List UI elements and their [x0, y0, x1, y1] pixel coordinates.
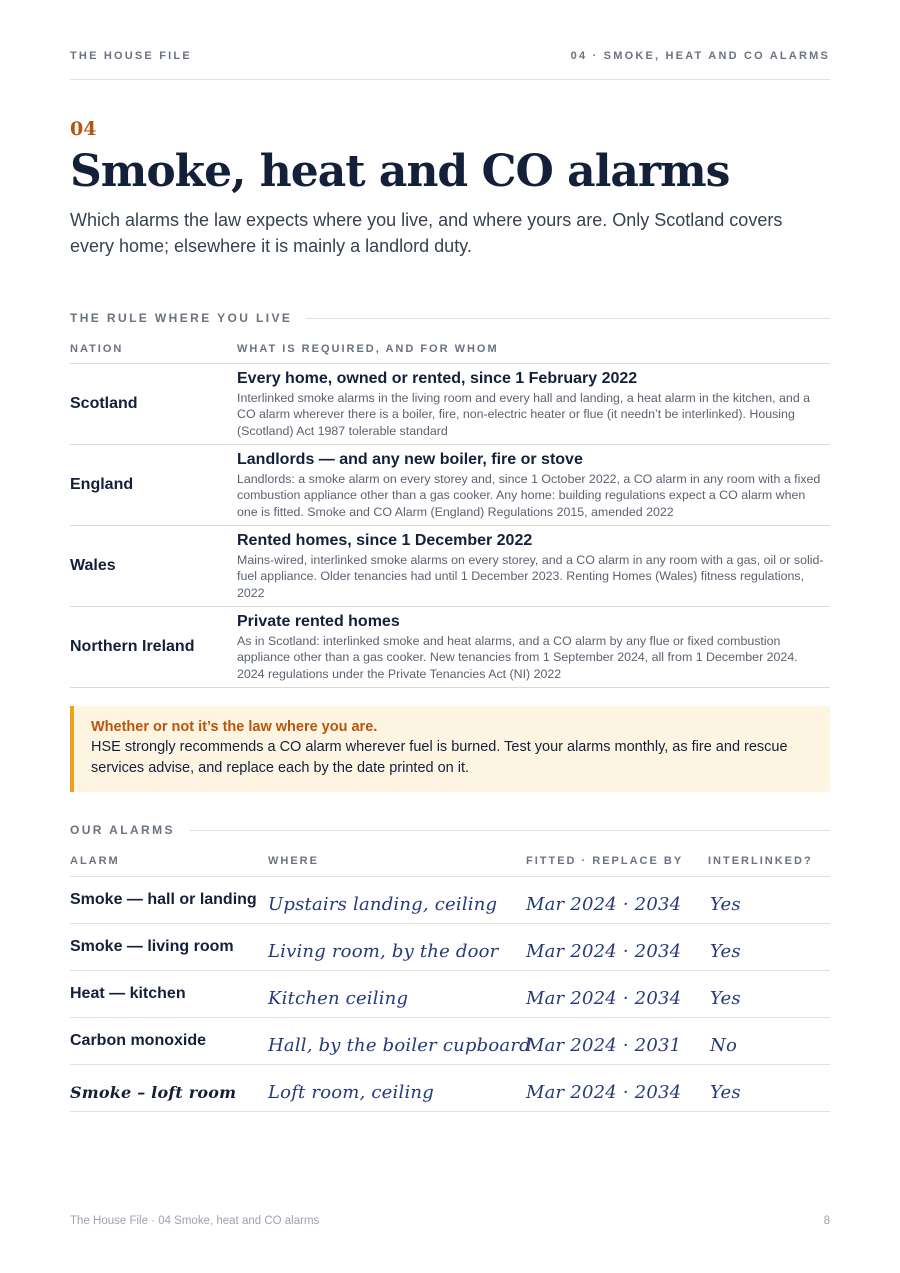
- requirement-detail: Landlords: a smoke alarm on every storey and, since 1 October 2022, a CO alarm in any room with a fixed combustion appliance other than a gas cooker. Any home: building regulations expect a CO alarm when one is fitted. Smoke and CO Alarm (England) Regulations 2015, amended 2022: [237, 472, 821, 519]
- alarm-interlinked: Yes: [710, 1081, 741, 1103]
- alarm-fitted-replace: Mar 2024 · 2034: [526, 893, 682, 915]
- column-header-nation: NATION: [70, 343, 124, 355]
- column-header-fitted: FITTED · REPLACE BY: [526, 855, 684, 867]
- requirement-title: Rented homes, since 1 December 2022: [237, 532, 533, 549]
- nation-name: Northern Ireland: [70, 638, 195, 655]
- alarm-type: Heat — kitchen: [70, 985, 186, 1002]
- table-row: [70, 971, 830, 1018]
- rules-table: [70, 363, 830, 688]
- alarm-type: Carbon monoxide: [70, 1032, 207, 1049]
- alarm-location: Loft room, ceiling: [268, 1081, 434, 1103]
- alarm-location: Kitchen ceiling: [268, 987, 409, 1009]
- requirement: [237, 369, 827, 439]
- rules-section-heading: [70, 309, 830, 327]
- header-chapter-title: 04 · SMOKE, HEAT AND CO ALARMS: [570, 50, 830, 62]
- table-row: [70, 877, 830, 924]
- chapter-number: 04: [70, 118, 97, 140]
- alarm-fitted-replace: Mar 2024 · 2034: [526, 987, 682, 1009]
- page-footer: [70, 1215, 830, 1227]
- column-header-interlinked: INTERLINKED?: [708, 855, 813, 867]
- alarms-section-label: OUR ALARMS: [70, 823, 175, 837]
- rules-section-label: THE RULE WHERE YOU LIVE: [70, 311, 293, 325]
- requirement-title: Landlords — and any new boiler, fire or stove: [237, 451, 583, 468]
- document-page: [70, 0, 830, 1273]
- rules-row-scotland: [70, 364, 830, 445]
- alarm-fitted-replace: Mar 2024 · 2031: [526, 1034, 682, 1056]
- page-number: 8: [823, 1215, 830, 1227]
- column-header-where: WHERE: [268, 855, 319, 867]
- table-row: [70, 1065, 830, 1112]
- table-row: [70, 924, 830, 971]
- callout-body: HSE strongly recommends a CO alarm wherever fuel is burned. Test your alarms monthly, as fire and rescue services advise, and replace each by the date printed on it.: [91, 739, 788, 776]
- alarm-location: Hall, by the boiler cupboard: [268, 1034, 531, 1056]
- requirement: [237, 612, 827, 682]
- alarms-table: [70, 876, 830, 1112]
- nation-name: Wales: [70, 557, 116, 574]
- requirement-detail: As in Scotland: interlinked smoke and heat alarms, and a CO alarm by any flue or fixed combustion appliance other than a gas cooker. New tenancies from 1 September 2024, all from 1 December 2024. 2024 regulations under the Private Tenancies Act (NI) 2022: [237, 634, 798, 681]
- table-row: [70, 1018, 830, 1065]
- rules-row-wales: [70, 526, 830, 607]
- callout-heading: Whether or not it’s the law where you are.: [91, 719, 378, 735]
- requirement-title: Every home, owned or rented, since 1 February 2022: [237, 370, 638, 387]
- advice-callout: [70, 706, 830, 792]
- requirement: [237, 450, 827, 520]
- requirement-detail: Interlinked smoke alarms in the living room and every hall and landing, a heat alarm in the kitchen, and a CO alarm wherever there is a boiler, fire, non-electric heater or flue (it needn’t be interlinked). Housing (Scotland) Act 1987 tolerable standard: [237, 391, 811, 438]
- footer-running-title: The House File · 04 Smoke, heat and CO alarms: [70, 1215, 320, 1227]
- alarm-type: Smoke — living room: [70, 938, 234, 955]
- alarm-interlinked: Yes: [710, 987, 741, 1009]
- alarms-section-heading: [70, 821, 830, 839]
- nation-name: England: [70, 476, 134, 493]
- alarm-interlinked: Yes: [710, 940, 741, 962]
- alarm-location: Living room, by the door: [268, 940, 499, 962]
- requirement-title: Private rented homes: [237, 613, 400, 630]
- alarm-location: Upstairs landing, ceiling: [268, 893, 498, 915]
- alarm-fitted-replace: Mar 2024 · 2034: [526, 940, 682, 962]
- alarm-type: Smoke — hall or landing: [70, 891, 257, 908]
- alarm-type: Smoke – loft room: [70, 1082, 237, 1102]
- alarm-interlinked: No: [710, 1034, 737, 1056]
- chapter-lede: Which alarms the law expects where you live, and where yours are. Only Scotland covers every home; elsewhere it is mainly a landlord duty.: [70, 210, 783, 256]
- requirement: [237, 531, 827, 601]
- column-header-required: WHAT IS REQUIRED, AND FOR WHOM: [237, 343, 499, 355]
- page-title: Smoke, heat and CO alarms: [70, 146, 730, 197]
- alarm-fitted-replace: Mar 2024 · 2034: [526, 1081, 682, 1103]
- nation-name: Scotland: [70, 395, 138, 412]
- rules-row-northern-ireland: [70, 607, 830, 688]
- section-divider: [306, 318, 830, 319]
- header-book-title: THE HOUSE FILE: [70, 50, 192, 62]
- alarm-interlinked: Yes: [710, 893, 741, 915]
- rules-row-england: [70, 445, 830, 526]
- column-header-alarm: ALARM: [70, 855, 120, 867]
- requirement-detail: Mains-wired, interlinked smoke alarms on every storey, and a CO alarm in any room with a gas, oil or solid-fuel appliance. Older tenancies had until 1 December 2023. Renting Homes (Wales) fitness regulations, 2022: [237, 553, 824, 600]
- running-header: [70, 50, 830, 80]
- section-divider: [189, 830, 830, 831]
